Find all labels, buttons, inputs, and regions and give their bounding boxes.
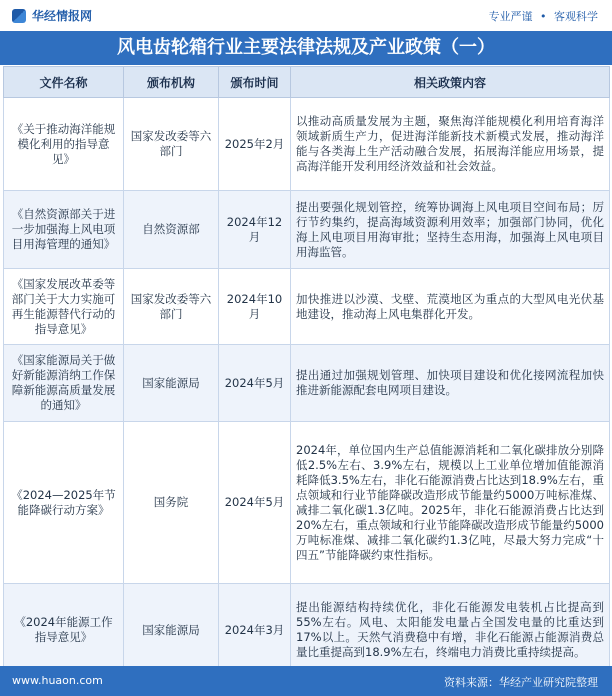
cell-date: 2024年10月 xyxy=(219,269,291,345)
table-row xyxy=(4,584,610,677)
bullet-icon: • xyxy=(540,10,547,23)
slogan xyxy=(489,8,599,24)
cell-content: 提出要强化规划管控，统筹协调海上风电项目空间布局；厉行节约集约，提高海域资源利用效率；加强部门协同，优化海上风电项目用海审批；坚持生态用海，加强海上风电项目用海监管。 xyxy=(291,191,610,269)
header-file-name: 文件名称 xyxy=(4,67,124,98)
footer-bar xyxy=(0,666,612,696)
cell-date: 2024年5月 xyxy=(219,422,291,584)
top-bar xyxy=(0,0,612,30)
table-row xyxy=(4,269,610,345)
cell-content: 2024年，单位国内生产总值能源消耗和二氧化碳排放分别降低2.5%左右、3.9%左右，规模以上工业单位增加值能源消耗降低3.5%左右，非化石能源消费占比达到18.9%左右，重点领域和行业节能降碳改造形成节能量约5000万吨标准煤、减排二氧化碳1.3亿吨。2025年，非化石能源消费占比达到20%左右，重点领域和行业节能降碳改造形成节能量约5000万吨标准煤、减排二氧化碳约1.3亿吨，尽最大努力完成“十四五”节能降碳约束性指标。 xyxy=(291,422,610,584)
footer-source: 资料来源：华经产业研究院整理 xyxy=(444,676,598,689)
cell-date: 2024年3月 xyxy=(219,584,291,677)
slogan-right: 客观科学 xyxy=(554,10,598,23)
cell-agency: 自然资源部 xyxy=(124,191,219,269)
table-row xyxy=(4,345,610,422)
cell-date: 2024年5月 xyxy=(219,345,291,422)
cell-name: 《国家发展改革委等部门关于大力实施可再生能源替代行动的指导意见》 xyxy=(4,269,124,345)
cell-agency: 国家能源局 xyxy=(124,584,219,677)
cell-name: 《关于推动海洋能规模化利用的指导意见》 xyxy=(4,98,124,191)
cell-name: 《2024年能源工作指导意见》 xyxy=(4,584,124,677)
cell-agency: 国家能源局 xyxy=(124,345,219,422)
table-row xyxy=(4,422,610,584)
table-header-row xyxy=(4,67,610,98)
header-content: 相关政策内容 xyxy=(291,67,610,98)
header-date: 颁布时间 xyxy=(219,67,291,98)
cell-agency: 国务院 xyxy=(124,422,219,584)
page-title: 风电齿轮箱行业主要法律法规及产业政策（一） xyxy=(0,31,612,65)
cell-name: 《国家能源局关于做好新能源消纳工作保障新能源高质量发展的通知》 xyxy=(4,345,124,422)
brand[interactable] xyxy=(12,7,92,24)
policy-table xyxy=(3,66,610,677)
cell-date: 2024年12月 xyxy=(219,191,291,269)
table-row xyxy=(4,191,610,269)
cell-agency: 国家发改委等六部门 xyxy=(124,269,219,345)
cell-agency: 国家发改委等六部门 xyxy=(124,98,219,191)
brand-name: 华经情报网 xyxy=(32,9,93,23)
slogan-left: 专业严谨 xyxy=(488,10,533,23)
cell-content: 以推动高质量发展为主题，聚焦海洋能规模化利用培育海洋领域新质生产力，促进海洋能新技术新模式发展，推动海洋能与各类海上生产活动融合发展，拓展海洋能应用场景，提高海洋能开发利用经济效益和社会效益。 xyxy=(291,98,610,191)
cell-content: 提出通过加强规划管理、加快项目建设和优化接网流程加快推进新能源配套电网项目建设。 xyxy=(291,345,610,422)
table-row xyxy=(4,98,610,191)
header-agency: 颁布机构 xyxy=(124,67,219,98)
cell-date: 2025年2月 xyxy=(219,98,291,191)
brand-logo-icon xyxy=(12,9,26,23)
cell-content: 提出能源结构持续优化，非化石能源发电装机占比提高到55%左右。风电、太阳能发电量占全国发电量的比重达到17%以上。天然气消费稳中有增，非化石能源占能源消费总量比重提高到18.9%左右，终端电力消费比重持续提高。 xyxy=(291,584,610,677)
cell-content: 加快推进以沙漠、戈壁、荒漠地区为重点的大型风电光伏基地建设，推动海上风电集群化开发。 xyxy=(291,269,610,345)
footer-url-link[interactable]: www.huaon.com xyxy=(12,674,103,687)
cell-name: 《2024—2025年节能降碳行动方案》 xyxy=(4,422,124,584)
cell-name: 《自然资源部关于进一步加强海上风电项目用海管理的通知》 xyxy=(4,191,124,269)
